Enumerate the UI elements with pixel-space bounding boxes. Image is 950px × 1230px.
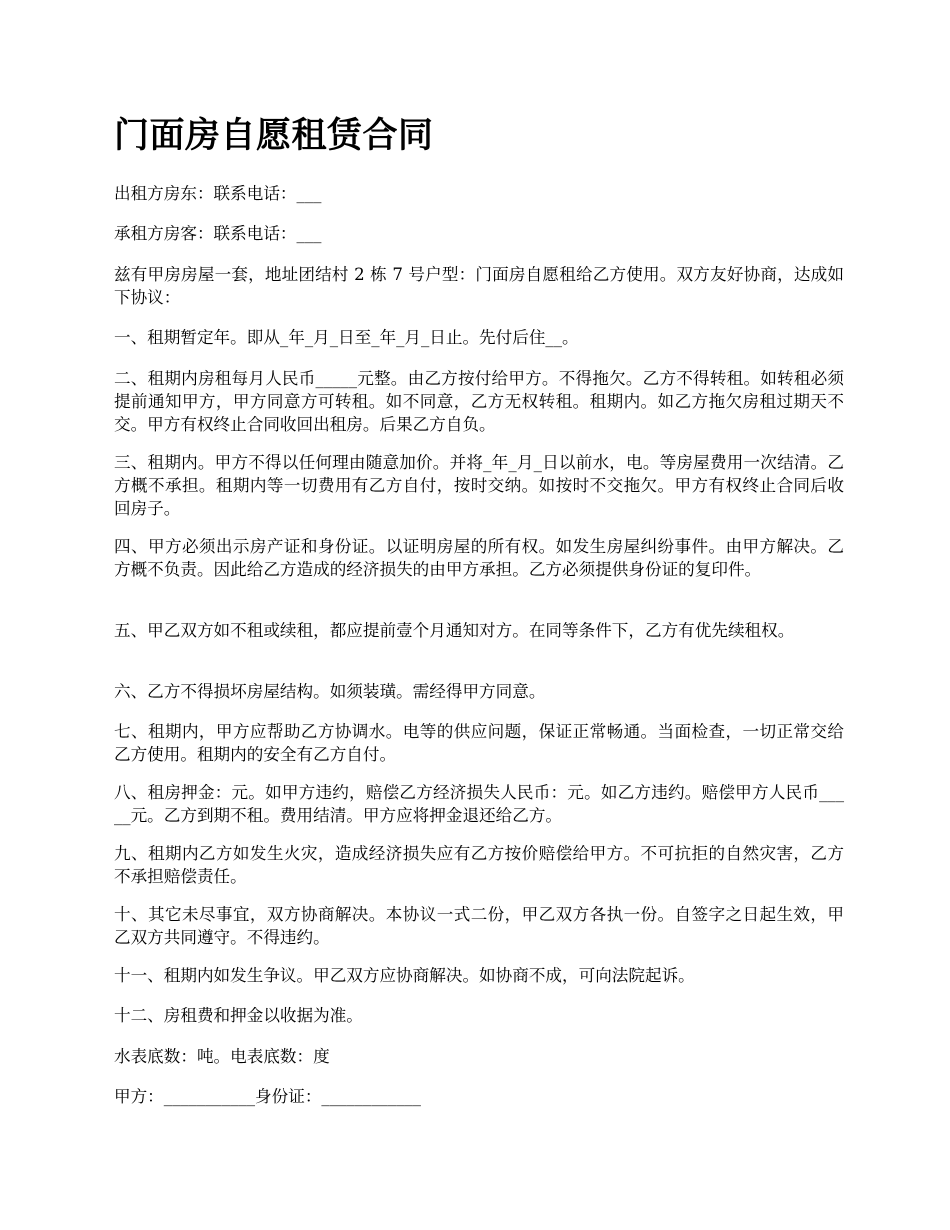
clause-6: 六、乙方不得损坏房屋结构。如须装璜。需经得甲方同意。 [114,682,546,701]
clause-2: 二、租期内房租每月人民币_____元整。由乙方按付给甲方。不得拖欠。乙方不得转租。如转租必须提前通知甲方，甲方同意方可转租。如不同意，乙方无权转租。租期内。如乙方拖欠房租过期天不交。甲方有权终止合同收回出租房。后果乙方自负。 [114,369,844,434]
clause-12: 十二、房租费和押金以收据为准。 [114,1006,363,1025]
lessor-line: 出租方房东：联系电话：___ [114,184,322,203]
clause-9: 九、租期内乙方如发生火灾，造成经济损失应有乙方按价赔偿给甲方。不可抗拒的自然灾害，乙方不承担赔偿责任。 [114,844,844,886]
meter-readings: 水表底数：吨。电表底数：度 [114,1047,330,1066]
intro-paragraph: 兹有甲房房屋一套，地址团结村 2 栋 7 号户型：门面房自愿租给乙方使用。双方友好协商，达成如下协议： [114,265,844,307]
clause-3: 三、租期内。甲方不得以任何理由随意加价。并将_年_月_日以前水，电。等房屋费用一次结清。乙方概不承担。租期内等一切费用有乙方自付，按时交纳。如按时不交拖欠。甲方有权终止合同后收回房子。 [114,453,844,518]
clause-5: 五、甲乙双方如不租或续租，都应提前壹个月通知对方。在同等条件下，乙方有优先续租权。 [114,621,795,640]
clause-10: 十、其它未尽事宜，双方协商解决。本协议一式二份，甲乙双方各执一份。自签字之日起生效，甲乙双方共同遵守。不得违约。 [114,905,844,947]
clause-4: 四、甲方必须出示房产证和身份证。以证明房屋的所有权。如发生房屋纠纷事件。由甲方解决。乙方概不负责。因此给乙方造成的经济损失的由甲方承担。乙方必须提供身份证的复印件。 [114,537,844,579]
clause-11: 十一、租期内如发生争议。甲乙双方应协商解决。如协商不成，可向法院起诉。 [114,966,695,985]
clause-8: 八、租房押金：元。如甲方违约，赔偿乙方经济损失人民币：元。如乙方违约。赔偿甲方人民币_____元。乙方到期不租。费用结清。甲方应将押金退还给乙方。 [114,783,844,825]
signature-line: 甲方：___________身份证：____________ [114,1087,421,1106]
clause-1: 一、租期暂定年。即从_年_月_日至_年_月_日止。先付后住__。 [114,328,579,347]
document-title: 门面房自愿租赁合同 [114,115,434,156]
lessee-line: 承租方房客：联系电话：___ [114,224,322,243]
clause-7: 七、租期内，甲方应帮助乙方协调水。电等的供应问题，保证正常畅通。当面检查，一切正常交给乙方使用。租期内的安全有乙方自付。 [114,722,844,764]
